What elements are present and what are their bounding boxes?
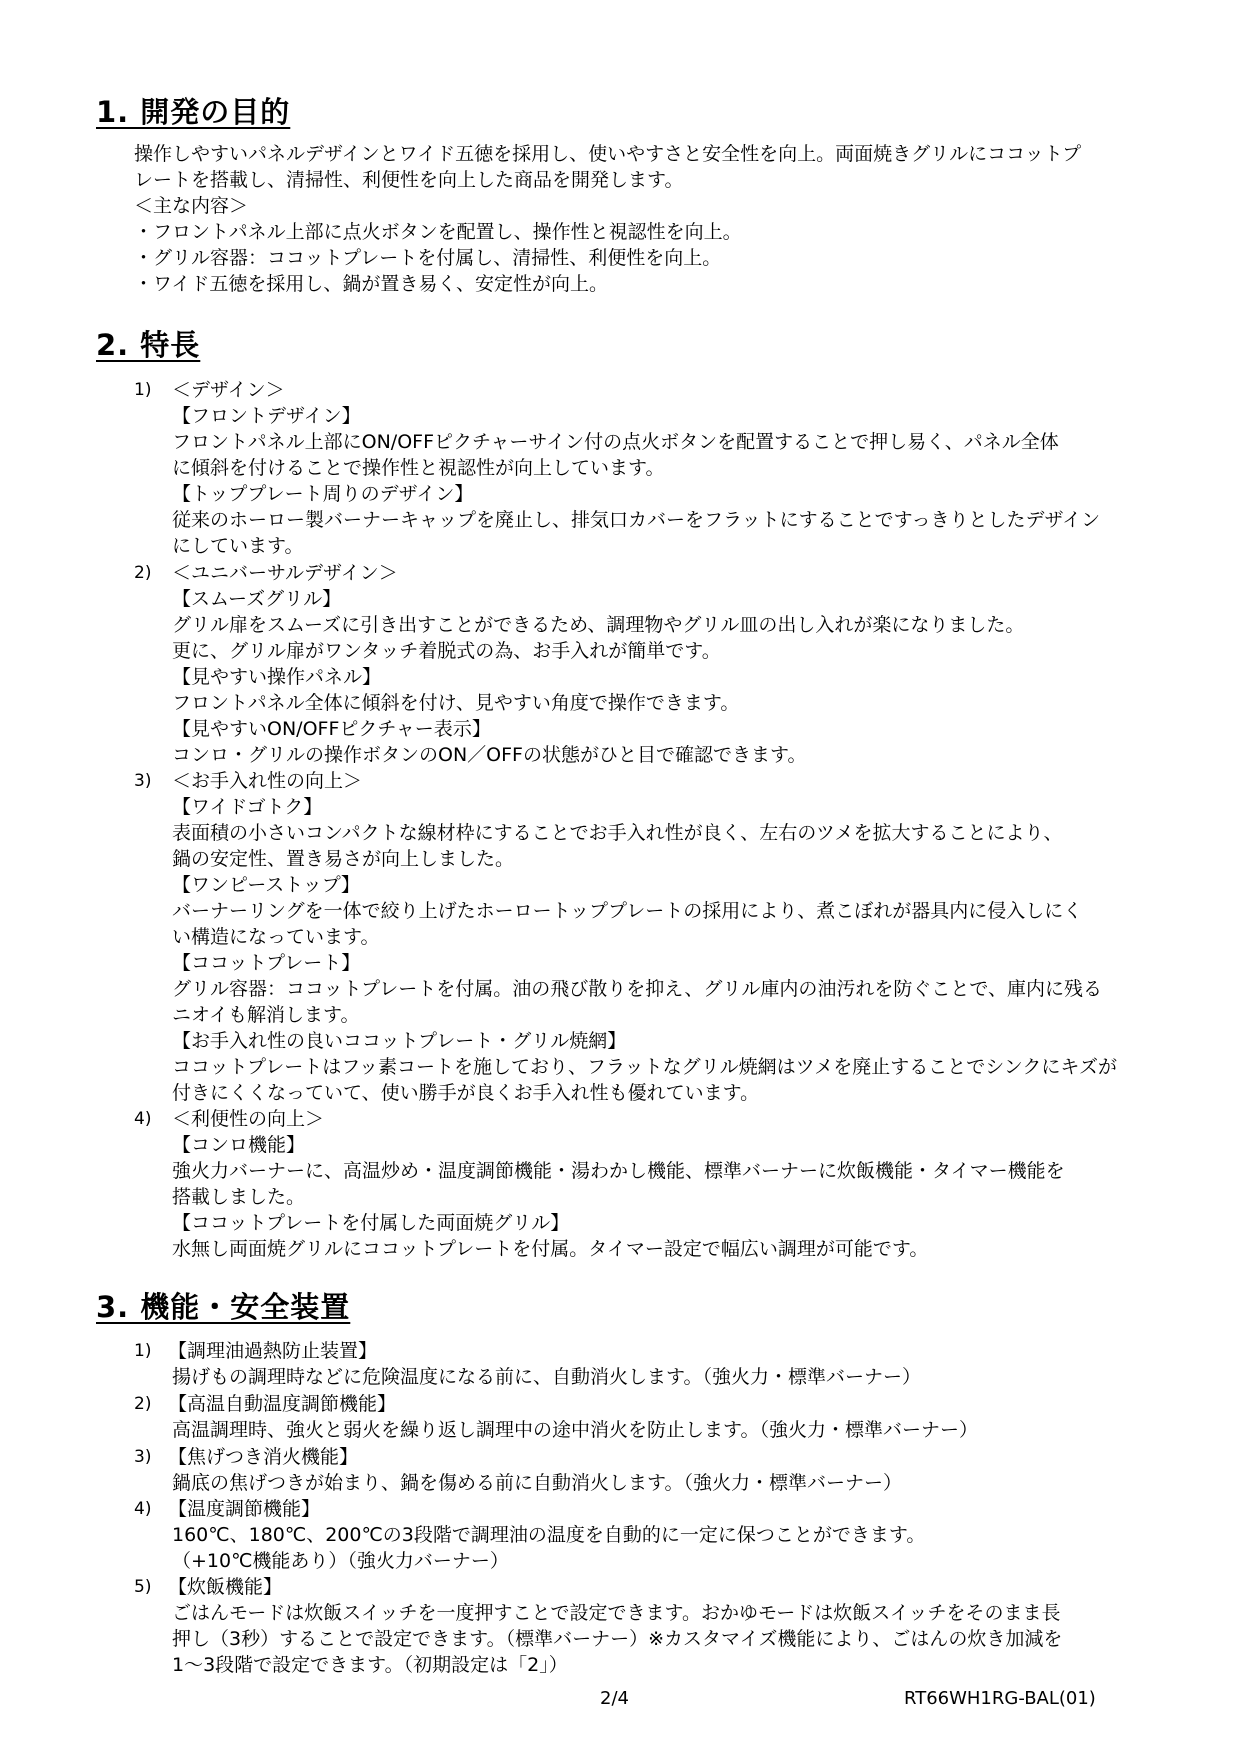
item-text: 付きにくくなっていて、使い勝手が良くお手入れ性も優れています。 (172, 1082, 760, 1104)
subheading: ＜利便性の向上＞ (172, 1108, 325, 1130)
section-3-heading: 3. 機能・安全装置 (96, 1290, 351, 1324)
list-number: 3) (134, 1447, 152, 1467)
item-title: 【炊飯機能】 (168, 1576, 283, 1598)
item-text: 揚げもの調理時などに危険温度になる前に、自動消火します。（強火力・標準バーナー） (172, 1366, 921, 1388)
section-1-heading: 1. 開発の目的 (96, 95, 291, 129)
document-code: RT66WH1RG-BAL(01) (904, 1688, 1096, 1709)
item-title: 【ワンピーストップ】 (172, 874, 360, 896)
item-text: （+10℃機能あり）（強火力バーナー） (172, 1550, 509, 1572)
item-title: 【お手入れ性の良いココットプレート・グリル焼網】 (172, 1030, 627, 1052)
section-1-line: レートを搭載し、清掃性、利便性を向上した商品を開発します。 (134, 169, 684, 191)
item-text: 鍋底の焦げつきが始まり、鍋を傷める前に自動消火します。（強火力・標準バーナー） (172, 1472, 902, 1494)
page-number: 2/4 (600, 1688, 629, 1709)
item-text: ニオイも解消します。 (172, 1004, 360, 1026)
item-text: ココットプレートはフッ素コートを施しており、フラットなグリル焼網はツメを廃止することでシンクにキズが (172, 1056, 1117, 1078)
item-text: 水無し両面焼グリルにココットプレートを付属。タイマー設定で幅広い調理が可能です。 (172, 1238, 929, 1260)
item-text: 従来のホーロー製バーナーキャップを廃止し、排気口カバーをフラットにすることですっきりとしたデザイン (172, 509, 1101, 531)
item-title: 【調理油過熱防止装置】 (168, 1340, 378, 1362)
item-text: 更に、グリル扉がワンタッチ着脱式の為、お手入れが簡単です。 (172, 640, 721, 662)
item-text: 押し（3秒）することで設定できます。（標準バーナー）※カスタマイズ機能により、ごはんの炊き加減を (172, 1628, 1063, 1650)
list-number: 2) (134, 563, 152, 583)
item-text: バーナーリングを一体で絞り上げたホーロートッププレートの採用により、煮こぼれが器具内に侵入しにく (172, 900, 1083, 922)
section-1-line: ・ワイド五徳を採用し、鍋が置き易く、安定性が向上。 (134, 273, 609, 295)
list-number: 1) (134, 1341, 152, 1361)
item-title: 【高温自動温度調節機能】 (168, 1393, 397, 1415)
subheading: ＜お手入れ性の向上＞ (172, 770, 363, 792)
item-text: 表面積の小さいコンパクトな線材枠にすることでお手入れ性が良く、左右のツメを拡大することにより、 (172, 822, 1063, 844)
item-text: にしています。 (172, 535, 304, 557)
item-text: い構造になっています。 (172, 926, 380, 948)
item-title: 【見やすいON/OFFピクチャー表示】 (172, 718, 491, 740)
list-number: 4) (134, 1109, 152, 1129)
item-text: 搭載しました。 (172, 1186, 306, 1208)
section-1-line: ＜主な内容＞ (134, 195, 249, 217)
list-number: 3) (134, 771, 152, 791)
item-text: 1～3段階で設定できます。（初期設定は「2」） (172, 1654, 568, 1676)
item-text: 強火力バーナーに、高温炒め・温度調節機能・湯わかし機能、標準バーナーに炊飯機能・タイマー機能を (172, 1160, 1065, 1182)
item-text: 高温調理時、強火と弱火を繰り返し調理中の途中消火を防止します。（強火力・標準バーナー） (172, 1419, 978, 1441)
item-text: フロントパネル全体に傾斜を付け、見やすい角度で操作できます。 (172, 692, 740, 714)
item-text: 160℃、180℃、200℃の3段階で調理油の温度を自動的に一定に保つことができます。 (172, 1524, 926, 1546)
section-2-heading: 2. 特長 (96, 328, 201, 362)
item-text: ごはんモードは炊飯スイッチを一度押すことで設定できます。おかゆモードは炊飯スイッチをそのまま長 (172, 1602, 1061, 1624)
item-title: 【ココットプレート】 (172, 952, 361, 974)
item-text: フロントパネル上部にON/OFFピクチャーサイン付の点火ボタンを配置することで押し易く、パネル全体 (172, 431, 1059, 453)
item-title: 【ココットプレートを付属した両面焼グリル】 (172, 1212, 570, 1234)
item-text: グリル扉をスムーズに引き出すことができるため、調理物やグリル皿の出し入れが楽になりました。 (172, 614, 1025, 636)
item-text: グリル容器：ココットプレートを付属。油の飛び散りを抑え、グリル庫内の油汚れを防ぐことで、庫内に残る (172, 978, 1103, 1000)
subheading: ＜ユニバーサルデザイン＞ (172, 562, 398, 584)
list-number: 5) (134, 1577, 152, 1597)
item-title: 【焦げつき消火機能】 (168, 1446, 359, 1468)
item-title: 【ワイドゴトク】 (172, 796, 323, 818)
item-title: 【フロントデザイン】 (172, 405, 361, 427)
item-title: 【コンロ機能】 (172, 1134, 306, 1156)
item-text: 鍋の安定性、置き易さが向上しました。 (172, 848, 515, 870)
section-1-line: ・フロントパネル上部に点火ボタンを配置し、操作性と視認性を向上。 (134, 221, 742, 243)
subheading: ＜デザイン＞ (172, 379, 285, 401)
item-text: に傾斜を付けることで操作性と視認性が向上しています。 (172, 457, 665, 479)
list-number: 4) (134, 1499, 152, 1519)
list-number: 2) (134, 1394, 152, 1414)
item-title: 【見やすい操作パネル】 (172, 666, 382, 688)
item-title: 【トッププレート周りのデザイン】 (172, 483, 474, 505)
section-1-line: ・グリル容器：ココットプレートを付属し、清掃性、利便性を向上。 (134, 247, 722, 269)
item-text: コンロ・グリルの操作ボタンのON／OFFの状態がひと目で確認できます。 (172, 744, 807, 766)
section-1-line: 操作しやすいパネルデザインとワイド五徳を採用し、使いやすさと安全性を向上。両面焼きグリルにココットプ (134, 143, 1082, 165)
item-title: 【温度調節機能】 (168, 1498, 321, 1520)
list-number: 1) (134, 380, 152, 400)
item-title: 【スムーズグリル】 (172, 588, 342, 610)
